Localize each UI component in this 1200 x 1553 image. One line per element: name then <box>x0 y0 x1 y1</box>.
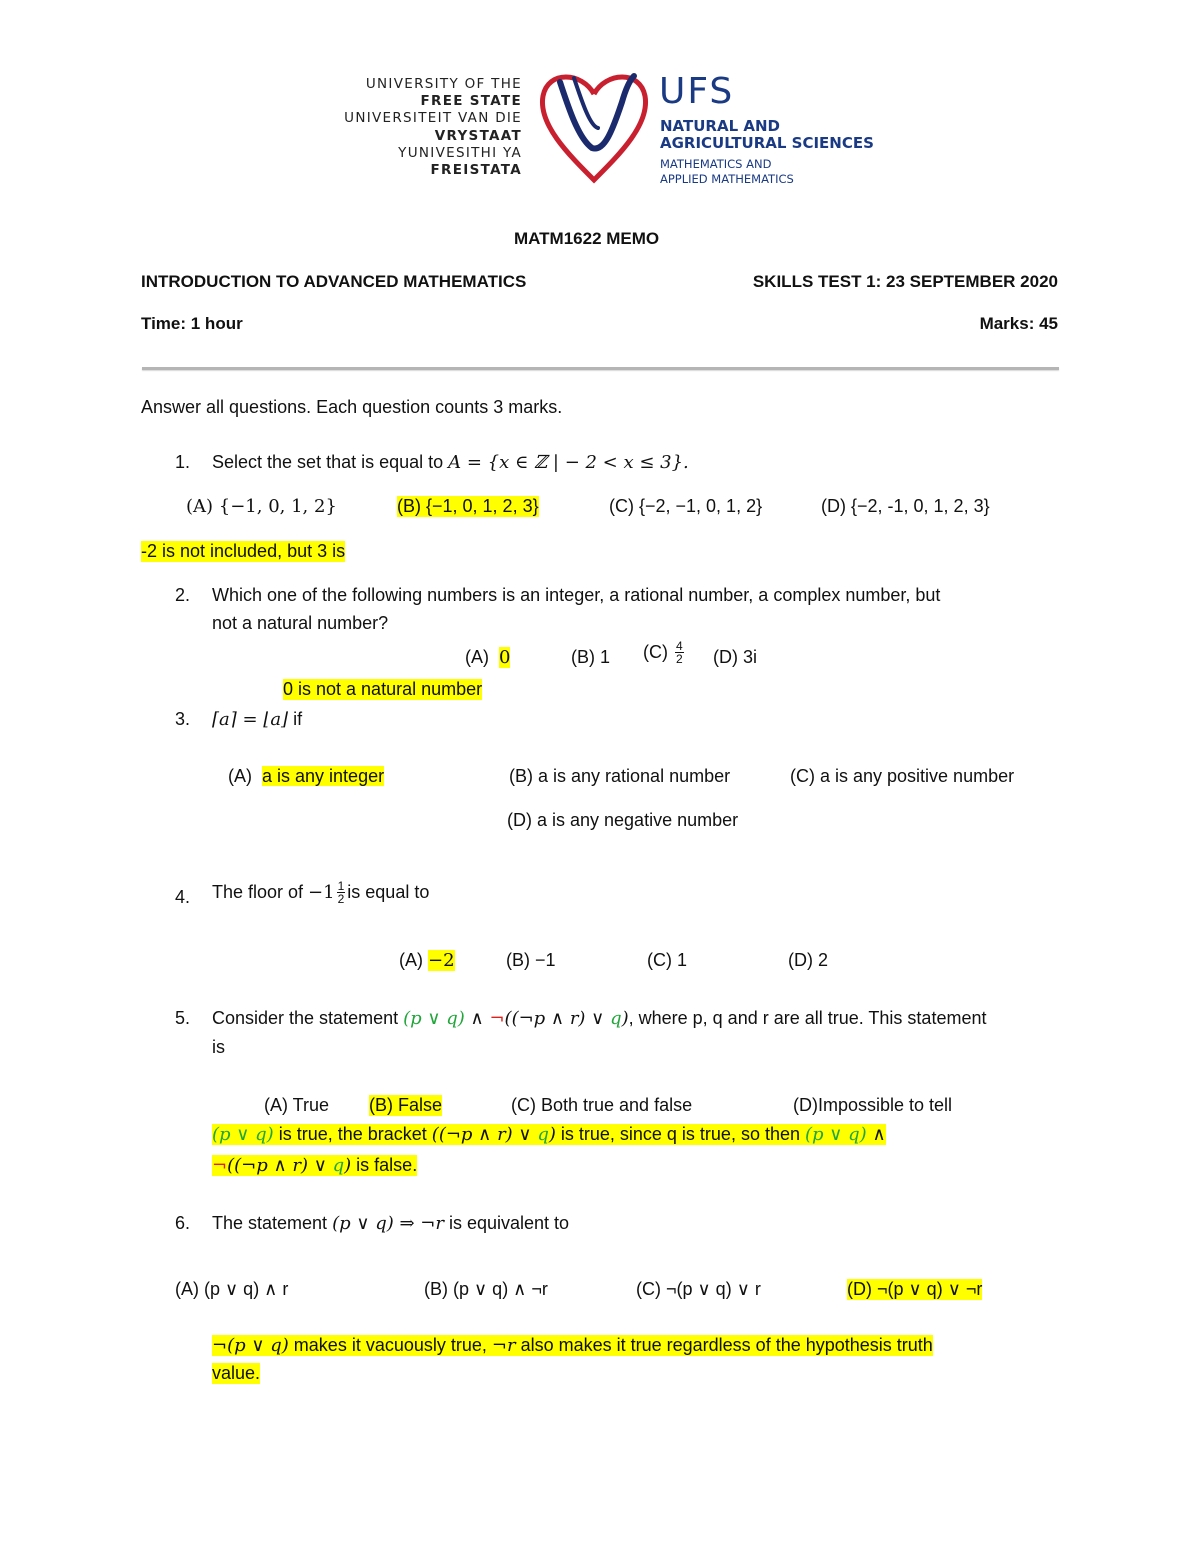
q5-tail: , where p, q and r are all true. This statement <box>628 1008 987 1028</box>
q3-text <box>212 709 302 730</box>
course-title: INTRODUCTION TO ADVANCED MATHEMATICS <box>141 272 527 291</box>
q5-line-1: Consider the statement (p ∨ q) ∧ ¬((¬p ∧ r) ∨ q), where p, q and r are all true. This statement <box>212 1008 987 1029</box>
q2-line-2: not a natural number? <box>212 613 389 633</box>
q6-expression: (p ∨ q) ⇒ ¬r <box>332 1213 444 1234</box>
q3-option-d: (D) a is any negative number <box>507 810 739 830</box>
q6-prompt: The statement <box>212 1213 333 1233</box>
q4-option-c: (C) 1 <box>647 950 687 970</box>
instructions: Answer all questions. Each question counts 3 marks. <box>141 397 563 417</box>
q2-memo: 0 is not a natural number <box>283 679 483 699</box>
q6-memo-line-1 <box>212 1335 933 1356</box>
q3-tail: if <box>288 709 303 729</box>
q6-number: 6. <box>175 1213 191 1233</box>
q3-option-a <box>228 766 384 787</box>
q6-option-c: (C) ¬(p ∨ q) ∨ r <box>636 1279 761 1299</box>
q6-tail: is equivalent to <box>443 1213 570 1233</box>
q5-memo-part-3: ∧ <box>866 1124 886 1145</box>
q2-line-1: Which one of the following numbers is an integer, a rational number, a complex number, but <box>212 585 941 605</box>
ufs-wordmark: UFS <box>659 71 735 112</box>
q5-prompt: Consider the statement <box>212 1008 404 1028</box>
q4-text <box>212 880 429 905</box>
faculty-name-line-1: NATURAL AND <box>660 117 780 135</box>
q2-option-b: (B) 1 <box>571 647 611 667</box>
q6-option-a: (A) (p ∨ q) ∧ r <box>175 1279 289 1299</box>
total-marks: Marks: 45 <box>979 314 1058 333</box>
q5-option-d: (D)Impossible to tell <box>793 1095 953 1115</box>
ufs-heart-logo-icon <box>538 66 650 186</box>
q4-option-a-answer: −2 <box>428 950 455 971</box>
q1-option-c: (C) {−2, −1, 0, 1, 2} <box>609 496 763 516</box>
q4-option-b: (B) −1 <box>506 950 556 970</box>
q5-option-c: (C) Both true and false <box>511 1095 693 1115</box>
q3-option-a-answer: a is any integer <box>262 766 385 786</box>
q5-number: 5. <box>175 1008 191 1028</box>
q6-memo-part-1: makes it vacuously true, <box>288 1335 492 1355</box>
q4-option-a-label: (A) <box>399 950 423 970</box>
university-name-block <box>300 76 522 179</box>
q2-option-c-fraction <box>675 640 684 665</box>
q5-line-2: is <box>212 1037 225 1057</box>
q5-memo-part-1: is true, the bracket <box>273 1124 432 1144</box>
q6-memo-line-2: value. <box>212 1363 261 1383</box>
q4-fraction-numerator: 1 <box>337 879 345 893</box>
q5-option-a: (A) True <box>264 1095 330 1115</box>
q3-number: 3. <box>175 709 191 729</box>
faculty-name-line-2: AGRICULTURAL SCIENCES <box>660 134 874 152</box>
q5-memo-part-2: is true, since q is true, so then <box>555 1124 805 1144</box>
q3-option-c: (C) a is any positive number <box>790 766 1015 786</box>
university-line-2: FREE STATE <box>420 93 522 110</box>
q2-option-a <box>465 647 510 668</box>
q1-text <box>212 452 689 473</box>
department-line-1: MATHEMATICS AND <box>660 157 772 171</box>
q6-memo-not-r: ¬r <box>491 1335 516 1356</box>
university-line-6: FREISTATA <box>430 162 522 179</box>
q3-option-b: (B) a is any rational number <box>509 766 731 786</box>
q6-option-b: (B) (p ∨ q) ∧ ¬r <box>424 1279 548 1299</box>
q2-fraction-denominator: 2 <box>676 652 683 666</box>
q5-memo-line-2: ¬((¬p ∧ r) ∨ q) is false. <box>212 1155 418 1176</box>
q5-memo-part-4: is false. <box>351 1155 418 1175</box>
q4-fraction <box>337 880 346 905</box>
university-line-3: UNIVERSITEIT VAN DIE <box>344 110 522 127</box>
memo-title: MATM1622 MEMO <box>514 229 660 248</box>
university-line-1: UNIVERSITY OF THE <box>365 76 522 92</box>
q1-prompt: Select the set that is equal to <box>212 452 449 472</box>
department-line-2: APPLIED MATHEMATICS <box>660 172 794 186</box>
q5-memo-line-1: (p ∨ q) is true, the bracket ((¬p ∧ r) ∨ q) is true, since q is true, so then (p ∨ q) ∧ <box>212 1124 886 1145</box>
university-line-4: VRYSTAAT <box>434 127 522 144</box>
q4-option-a <box>399 950 455 971</box>
q2-option-c <box>643 640 686 665</box>
q4-fraction-denominator: 2 <box>337 892 345 906</box>
q1-memo: -2 is not included, but 3 is <box>141 541 346 561</box>
q4-prompt: The floor of <box>212 882 309 902</box>
q5-expr-q: q <box>610 1008 622 1029</box>
q4-whole: −1 <box>308 882 335 903</box>
q6-option-d-answer: (D) ¬(p ∨ q) ∨ ¬r <box>847 1279 983 1299</box>
q3-option-a-label: (A) <box>228 766 252 786</box>
university-line-5: YUNIVESITHI YA <box>398 144 522 161</box>
q4-option-d: (D) 2 <box>788 950 828 970</box>
q6-memo-not-p-or-q: ¬(p ∨ q) <box>212 1335 289 1356</box>
q6-text <box>212 1213 569 1234</box>
q1-option-d: (D) {−2, -1, 0, 1, 2, 3} <box>821 496 990 516</box>
q1-number: 1. <box>175 452 191 472</box>
q4-tail: is equal to <box>347 882 430 902</box>
q5-negation-symbol: ¬ <box>489 1008 505 1029</box>
q6-memo-part-2: also makes it true regardless of the hypothesis truth <box>515 1335 933 1355</box>
test-date: SKILLS TEST 1: 23 SEPTEMBER 2020 <box>752 272 1058 291</box>
q2-option-a-label: (A) <box>465 647 489 667</box>
q1-option-a: (A) {−1, 0, 1, 2} <box>186 496 337 517</box>
q2-fraction-numerator: 4 <box>676 639 683 653</box>
q2-number: 2. <box>175 585 191 605</box>
q2-option-a-answer: 0 <box>499 647 511 668</box>
q3-expression: ⌈a⌉ = ⌊a⌋ <box>212 709 289 730</box>
q5-option-b-answer: (B) False <box>369 1095 443 1115</box>
q2-option-c-label: (C) <box>643 642 668 662</box>
header-divider <box>142 367 1059 370</box>
q1-option-b-answer: (B) {−1, 0, 1, 2, 3} <box>397 496 539 516</box>
q1-set: A = {x ∈ ℤ | − 2 < x ≤ 3}. <box>448 452 689 473</box>
q4-number: 4. <box>175 887 191 907</box>
q2-option-d: (D) 3i <box>713 647 757 667</box>
time-allowed: Time: 1 hour <box>141 314 243 333</box>
q5-expr-p-or-q: (p ∨ q) <box>403 1008 465 1029</box>
